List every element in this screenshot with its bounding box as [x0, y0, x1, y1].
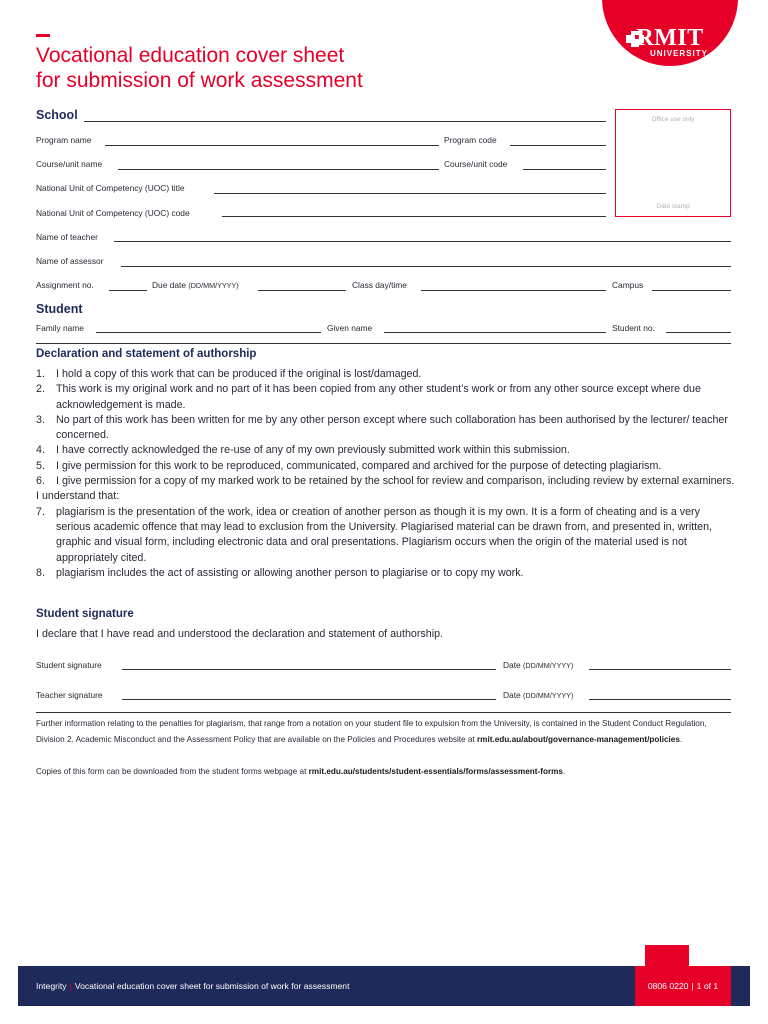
student-signature-label: Student signature — [36, 660, 102, 670]
student-date-format: (DD/MM/YYYY) — [523, 661, 574, 670]
teacher-date-text: Date — [503, 690, 521, 700]
course-unit-code-field-line[interactable] — [523, 169, 606, 170]
office-use-label: Office use only — [651, 116, 695, 123]
class-day-time-label: Class day/time — [352, 280, 407, 290]
policies-link[interactable]: rmit.edu.au/about/governance-management/policies — [477, 734, 680, 744]
program-code-label: Program code — [444, 135, 497, 145]
forms-info-text: Copies of this form can be downloaded from the student forms webpage at — [36, 767, 307, 776]
declaration-item — [36, 474, 736, 489]
teacher-name-label: Name of teacher — [36, 232, 98, 242]
footer-code-separator: | — [691, 981, 694, 991]
section-divider — [36, 343, 731, 344]
student-no-label: Student no. — [612, 323, 655, 333]
teacher-name-field-line[interactable] — [114, 241, 731, 242]
title-accent-dash — [36, 34, 50, 37]
declaration-item — [36, 413, 736, 444]
student-signature-field-line[interactable] — [122, 669, 496, 670]
declaration-item — [36, 459, 736, 474]
declaration-item — [36, 382, 736, 413]
footer-separator: | — [69, 981, 72, 991]
footer-text — [36, 981, 349, 991]
declaration-item-number: 3. — [36, 413, 45, 426]
assignment-no-field-line[interactable] — [109, 290, 147, 291]
uoc-title-field-line[interactable] — [214, 193, 606, 194]
course-unit-name-label: Course/unit name — [36, 159, 103, 169]
footer-category: Integrity — [36, 981, 67, 991]
declaration-item-number: 4. — [36, 444, 45, 457]
declaration-item-text: plagiarism includes the act of assisting or allowing another person to plagiarise or to copy my work. — [56, 566, 524, 579]
course-unit-code-label: Course/unit code — [444, 159, 508, 169]
footer-bar — [18, 966, 750, 1006]
signature-statement: I declare that I have read and understood the declaration and statement of authorship. — [36, 628, 443, 640]
title-line-1: Vocational education cover sheet — [36, 44, 345, 67]
forms-info-paragraph — [36, 764, 736, 780]
footer-title: Vocational education cover sheet for submission of work for assessment — [74, 981, 350, 991]
declaration-item-text: This work is my original work and no part of it has been copied from any other student’s work or from any other source except where due acknowledgement is made. — [56, 383, 701, 411]
footer-page-number: 1 of 1 — [696, 981, 719, 991]
plagiarism-info-text: Further information relating to the penalties for plagiarism, that range from a notation on your student file to expulsion from the University, is contained in the Student Conduct Regulation, Division 2. Academic Misconduct and the Assessment Policy that are available on the Policies and Procedures website at — [36, 719, 707, 744]
due-date-field-line[interactable] — [258, 290, 346, 291]
declaration-item-number: 7. — [36, 505, 45, 518]
student-date-label — [503, 660, 573, 670]
plagiarism-info-end: . — [679, 734, 683, 744]
logo-wordmark: RMIT — [636, 25, 704, 51]
uoc-code-label: National Unit of Competency (UOC) code — [36, 208, 190, 218]
program-code-field-line[interactable] — [510, 145, 606, 146]
forms-info-end: . — [562, 767, 566, 776]
declaration-item-number: 5. — [36, 459, 45, 472]
due-date-label — [152, 280, 239, 290]
family-name-field-line[interactable] — [96, 332, 321, 333]
student-date-field-line[interactable] — [589, 669, 731, 670]
campus-field-line[interactable] — [652, 290, 731, 291]
rmit-logo — [602, 0, 738, 66]
teacher-signature-field-line[interactable] — [122, 699, 496, 700]
school-field-line[interactable] — [84, 121, 606, 122]
title-line-2: for submission of work assessment — [36, 69, 363, 92]
declaration-item-number: 1. — [36, 368, 45, 380]
assessment-forms-link[interactable]: rmit.edu.au/students/student-essentials/forms/assessment-forms — [308, 767, 563, 776]
teacher-date-field-line[interactable] — [589, 699, 731, 700]
teacher-date-label — [503, 690, 573, 700]
declaration-item-text: I give permission for a copy of my marked work to be retained by the school for review and comparison, including review by external examiners. — [56, 475, 735, 488]
declaration-item — [36, 367, 736, 382]
assessor-name-label: Name of assessor — [36, 256, 104, 266]
student-heading: Student — [36, 302, 83, 316]
declaration-item-text: I hold a copy of this work that can be produced if the original is lost/damaged. — [56, 368, 422, 380]
given-name-label: Given name — [327, 323, 373, 333]
declaration-item-text: No part of this work has been written for me by any other person except where such collaboration has been authorised by the lecturer/ teacher concerned. — [56, 413, 728, 442]
page-title — [36, 43, 516, 93]
declaration-item-text: I have correctly acknowledged the re-use of any of my own previously submitted work within this submission. — [56, 444, 570, 457]
program-name-field-line[interactable] — [105, 145, 439, 146]
declaration-item — [36, 443, 736, 458]
declaration-item-number: 8. — [36, 566, 45, 579]
office-use-box — [615, 109, 731, 217]
assignment-no-label: Assignment no. — [36, 280, 94, 290]
declaration-item-text: plagiarism is the presentation of the work, idea or creation of another person as though it is my own. It is a form of cheating and is a very serious academic offence that may lead to exclusion from the University. Plagiarised material can be drawn from, and presented in, written, graphic and visual form, including electronic data and oral presentations. Plagiarism occurs when the origin of the material used is not appropriately cited. — [56, 505, 713, 564]
uoc-code-field-line[interactable] — [222, 216, 606, 217]
footer-code-box — [635, 966, 731, 1006]
footnote-divider — [36, 712, 731, 713]
declaration-item-text: I give permission for this work to be reproduced, communicated, compared and archived for the purpose of detecting plagiarism. — [56, 459, 662, 472]
student-signature-heading: Student signature — [36, 608, 134, 620]
footer-red-tab — [645, 945, 689, 967]
footer-form-code: 0806 0220 — [647, 981, 689, 991]
declaration-item-number: 6. — [36, 475, 45, 488]
student-no-field-line[interactable] — [666, 332, 731, 333]
declaration-item-number: 2. — [36, 383, 45, 396]
student-date-text: Date — [503, 660, 521, 670]
plagiarism-info-paragraph — [36, 716, 736, 747]
teacher-date-format: (DD/MM/YYYY) — [523, 691, 574, 700]
declaration-heading: Declaration and statement of authorship — [36, 348, 257, 360]
class-day-time-field-line[interactable] — [421, 290, 606, 291]
school-heading: School — [36, 108, 78, 122]
logo-subtitle: UNIVERSITY — [649, 49, 708, 58]
due-date-format: (DD/MM/YYYY) — [188, 281, 239, 290]
campus-label: Campus — [612, 280, 644, 290]
due-date-text: Due date — [152, 280, 186, 290]
understand-statement: I understand that: — [36, 490, 120, 503]
declaration-item — [36, 566, 736, 581]
program-name-label: Program name — [36, 135, 92, 145]
course-unit-name-field-line[interactable] — [118, 169, 439, 170]
date-stamp-label: Date stamp — [656, 203, 690, 210]
assessor-name-field-line[interactable] — [121, 266, 731, 267]
declaration-list — [36, 367, 736, 581]
teacher-signature-label: Teacher signature — [36, 690, 103, 700]
uoc-title-label: National Unit of Competency (UOC) title — [36, 183, 185, 193]
given-name-field-line[interactable] — [384, 332, 606, 333]
family-name-label: Family name — [36, 323, 84, 333]
declaration-item — [36, 505, 736, 566]
